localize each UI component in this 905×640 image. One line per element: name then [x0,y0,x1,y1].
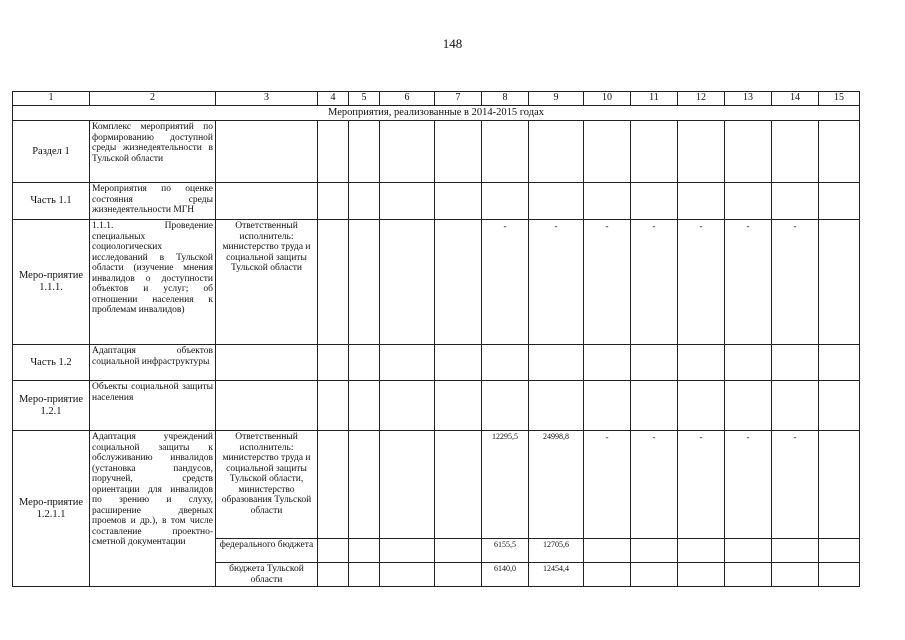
section-title: Мероприятия, реализованные в 2014-2015 годах [13,106,860,121]
row-label: Часть 1.1 [13,183,90,220]
value-cell: - [631,220,678,345]
column-header: 10 [584,92,631,106]
value-cell: - [678,220,725,345]
value-cell: 12454,4 [529,563,584,587]
table-row [13,431,860,539]
program-table [12,91,860,587]
value-cell: - [631,431,678,539]
value-cell: - [529,220,584,345]
row-description: Мероприятия по оценке состояния среды жизнедеятельности МГН [90,183,216,220]
column-header: 4 [318,92,349,106]
value-cell: - [482,220,529,345]
value-cell: - [772,220,819,345]
row-label: Часть 1.2 [13,345,90,381]
column-header: 12 [678,92,725,106]
column-header: 7 [435,92,482,106]
responsible-executor: Ответственный исполнитель: министерство труда и социальной защиты Тульской области [216,220,318,345]
responsible-executor: Ответственный исполнитель: министерство труда и социальной защиты Тульской области, министерство образования Тульской области [216,431,318,539]
row-description: Адаптация объектов социальной инфраструктуры [90,345,216,381]
column-header: 13 [725,92,772,106]
row-description: Объекты социальной защиты населения [90,381,216,431]
funding-source: бюджета Тульской области [216,563,318,587]
column-header: 1 [13,92,90,106]
column-header: 5 [349,92,380,106]
row-label: Раздел 1 [13,121,90,183]
funding-source: федерального бюджета [216,539,318,563]
column-header: 9 [529,92,584,106]
table-row [13,183,860,220]
value-cell: 12295,5 [482,431,529,539]
value-cell: 12705,6 [529,539,584,563]
column-header: 14 [772,92,819,106]
row-description: Адаптация учреждений социальной защиты к обслуживанию инвалидов (установка пандусов, поручней, средств ориентации для инвалидов по зрению и слуху, расширение дверных проемов и др.), в том числе составление проектно-сметной документации [90,431,216,587]
column-header: 3 [216,92,318,106]
value-cell: - [678,431,725,539]
column-header: 6 [380,92,435,106]
value-cell: 6140,0 [482,563,529,587]
table-row [13,381,860,431]
column-header: 8 [482,92,529,106]
value-cell: - [772,431,819,539]
row-description: Комплекс мероприятий по формированию доступной среды жизнедеятельности в Тульской области [90,121,216,183]
section-title-row [13,106,860,121]
column-header: 15 [819,92,860,106]
value-cell: 6155,5 [482,539,529,563]
column-header: 2 [90,92,216,106]
header-row [13,92,860,106]
row-label: Меро-приятие 1.2.1.1 [13,431,90,587]
table-row [13,345,860,381]
row-label: Меро-приятие 1.1.1. [13,220,90,345]
row-description: 1.1.1. Проведение специальных социологических исследований в Тульской области (изучение мнения инвалидов о доступности объектов и услуг; об отношении населения к проблемам инвалидов) [90,220,216,345]
value-cell: - [584,220,631,345]
value-cell: - [584,431,631,539]
row-label: Меро-приятие 1.2.1 [13,381,90,431]
value-cell: 24998,8 [529,431,584,539]
column-header: 11 [631,92,678,106]
value-cell: - [725,431,772,539]
value-cell: - [725,220,772,345]
table-row [13,121,860,183]
table-row [13,220,860,345]
page-number: 148 [442,36,463,51]
